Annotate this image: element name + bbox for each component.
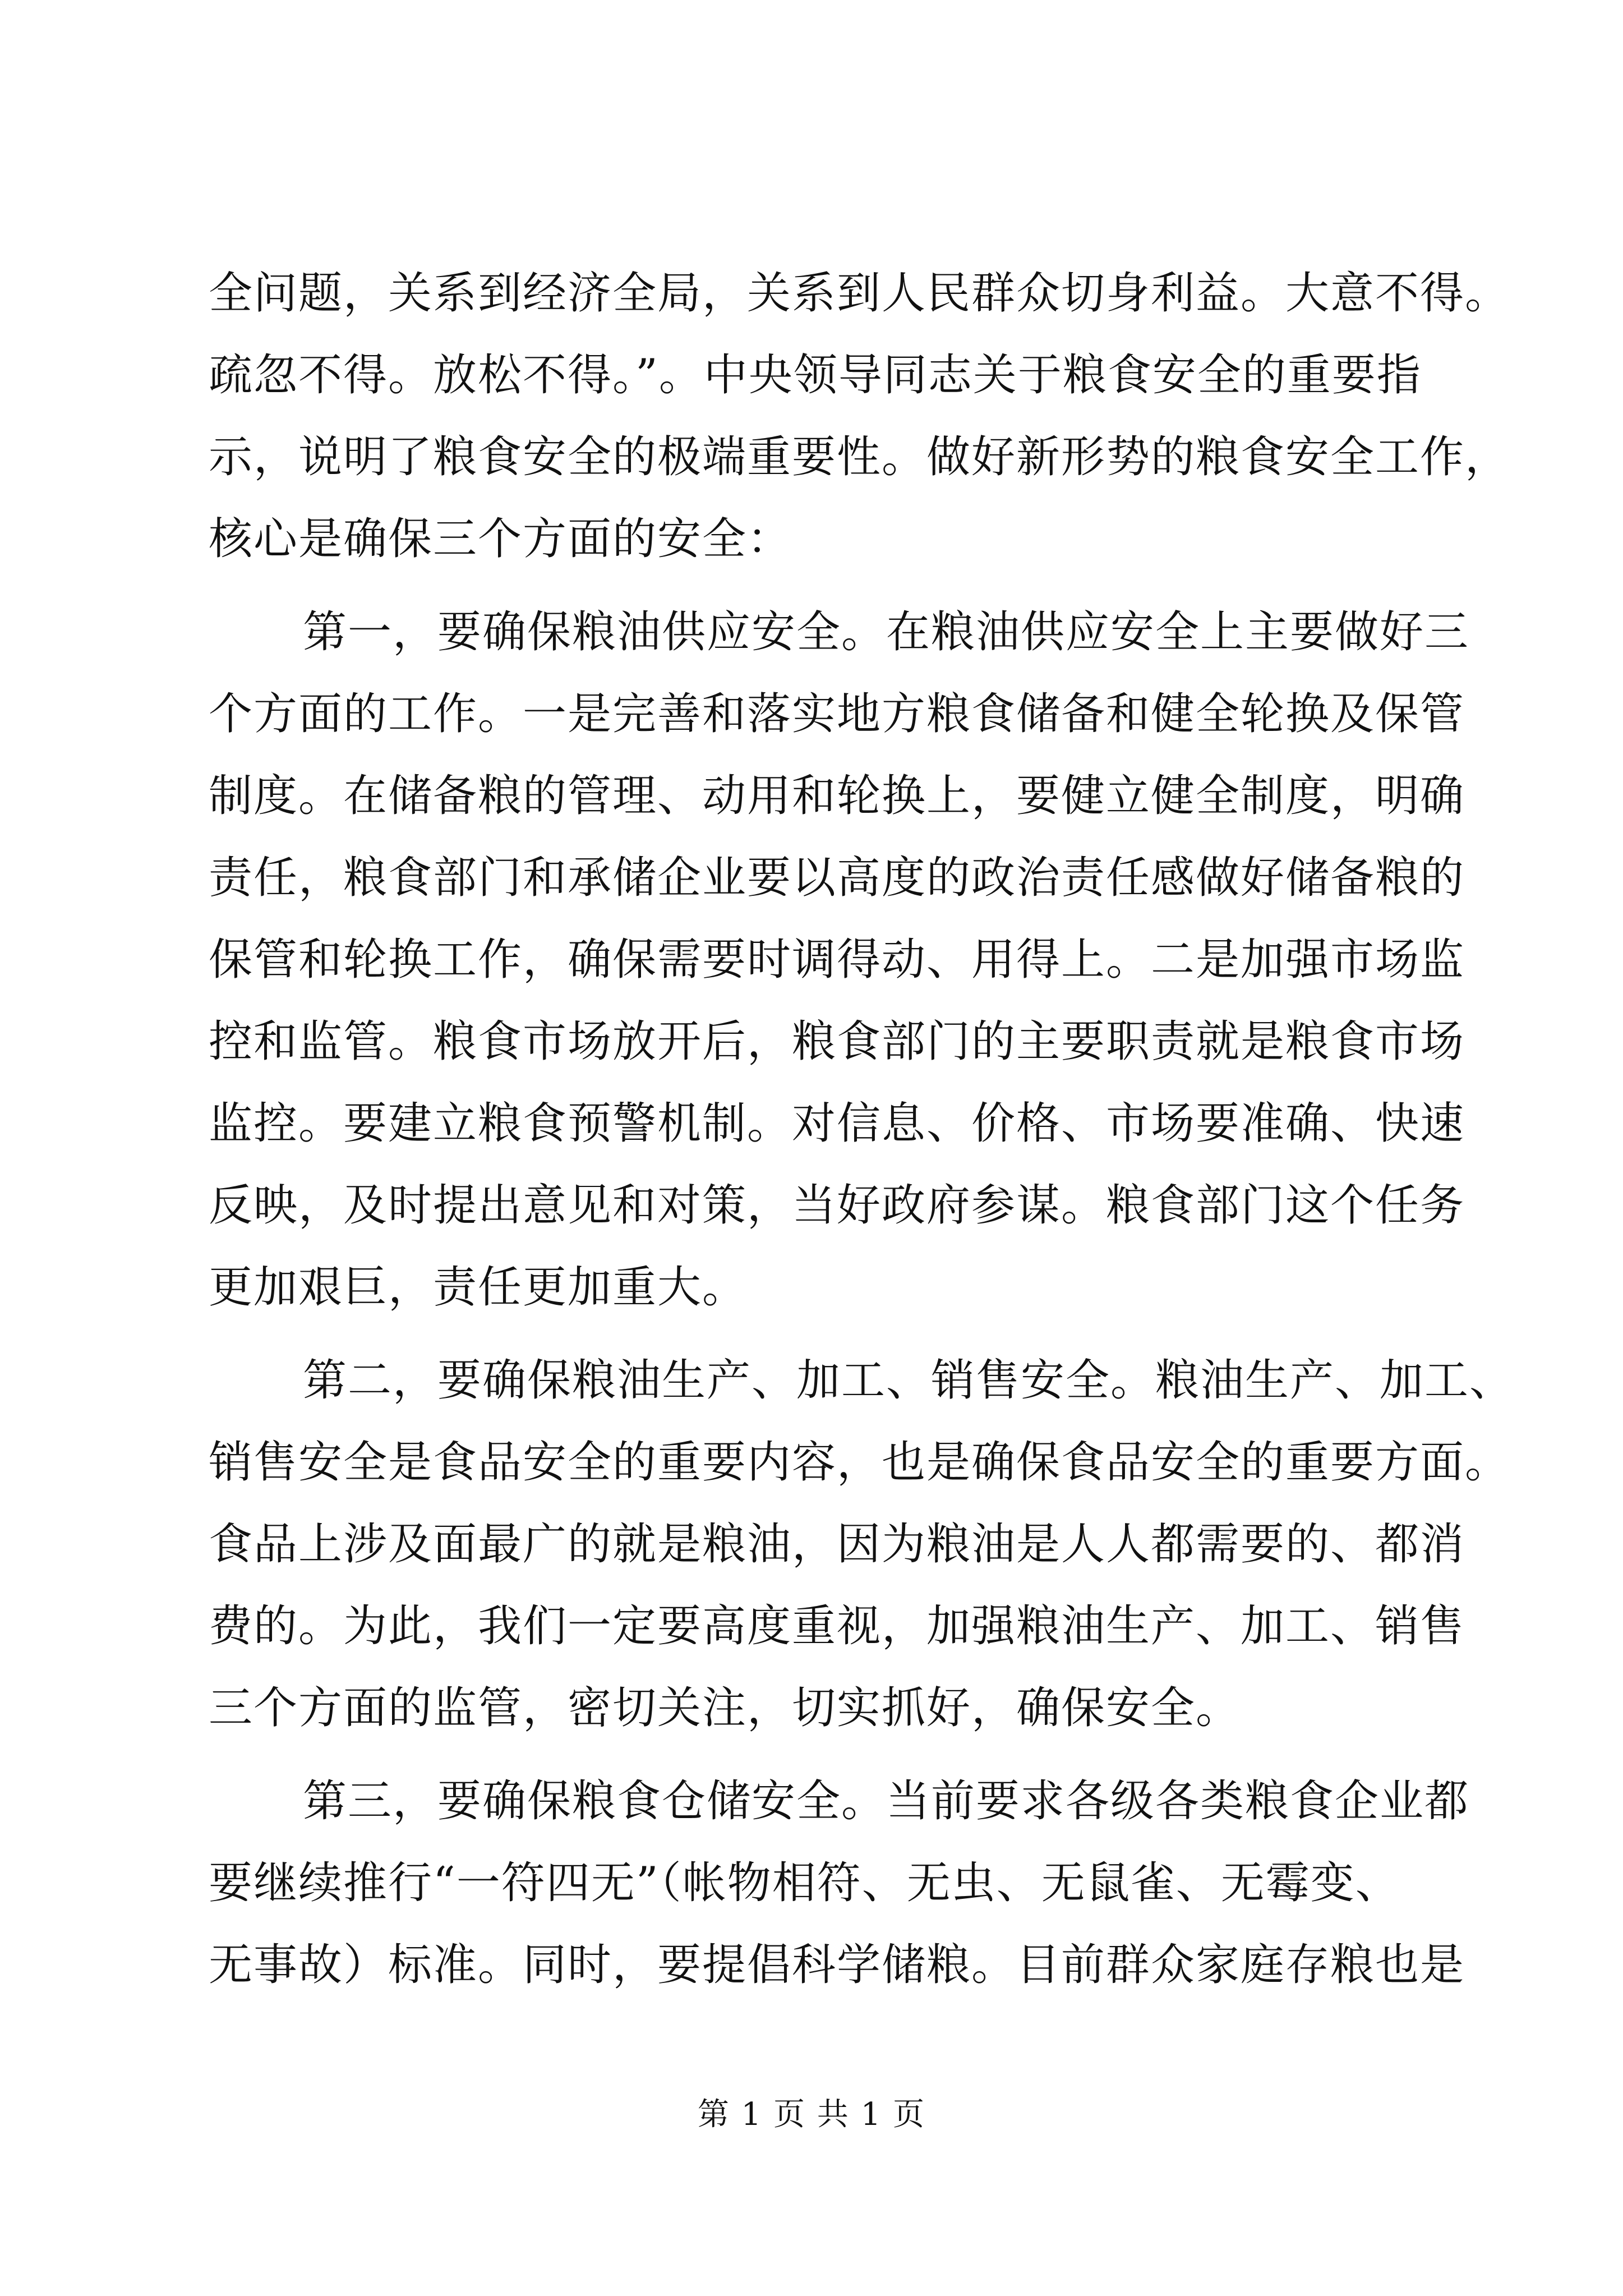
text-line: 全问题，关系到经济全局，关系到人民群众切身利益。大意不得。 [209,268,1510,319]
text-line: 食品上涉及面最广的就是粮油，因为粮油是人人都需要的、都消 [209,1519,1465,1570]
text-line: 核心是确保三个方面的安全： [209,514,792,564]
text-line: 更加艰巨，责任更加重大。 [209,1262,748,1313]
document-body [209,252,1515,2006]
text-line: 第二，要确保粮油生产、加工、销售安全。粮油生产、加工、 [303,1355,1515,1406]
text-line: 销售安全是食品安全的重要内容，也是确保食品安全的重要方面。 [209,1437,1510,1488]
page-footer [0,2092,1623,2137]
paragraph-intro [209,252,1510,580]
paragraph-third [209,1760,1470,2006]
text-line: 示，说明了粮食安全的极端重要性。做好新形势的粮食安全工作， [209,432,1510,482]
text-line: 个方面的工作。一是完善和落实地方粮食储备和健全轮换及保管 [209,689,1465,739]
text-line: 保管和轮换工作，确保需要时调得动、用得上。二是加强市场监 [209,935,1465,985]
page-number-label: 第 1 页 共 1 页 [697,2096,926,2133]
text-line: 第一，要确保粮油供应安全。在粮油供应安全上主要做好三 [303,607,1470,657]
text-line: 制度。在储备粮的管理、动用和轮换上，要健立健全制度，明确 [209,771,1465,821]
text-line: 控和监管。粮食市场放开后，粮食部门的主要职责就是粮食市场 [209,1016,1465,1067]
paragraph-spacer [209,580,1414,591]
text-line: 第三，要确保粮食仓储安全。当前要求各级各类粮食企业都 [303,1776,1470,1826]
text-line: 无事故）标准。同时，要提倡科学储粮。目前群众家庭存粮也是 [209,1940,1465,1990]
text-line: 监控。要建立粮食预警机制。对信息、价格、市场要准确、快速 [209,1098,1465,1149]
text-line: 责任，粮食部门和承储企业要以高度的政治责任感做好储备粮的 [209,853,1465,903]
paragraph-second [209,1340,1515,1749]
text-line: 要继续推行“一符四无”（帐物相符、无虫、无鼠雀、无霉变、 [209,1858,1400,1908]
paragraph-spacer [209,1749,1414,1760]
paragraph-spacer [209,1328,1414,1340]
text-line: 三个方面的监管，密切关注，切实抓好，确保安全。 [209,1683,1241,1733]
paragraph-first [209,591,1470,1328]
text-line: 反映，及时提出意见和对策，当好政府参谋。粮食部门这个任务 [209,1180,1465,1231]
text-line: 费的。为此，我们一定要高度重视，加强粮油生产、加工、销售 [209,1601,1465,1651]
text-line: 疏忽不得。放松不得。”。中央领导同志关于粮食安全的重要指 [209,350,1422,401]
